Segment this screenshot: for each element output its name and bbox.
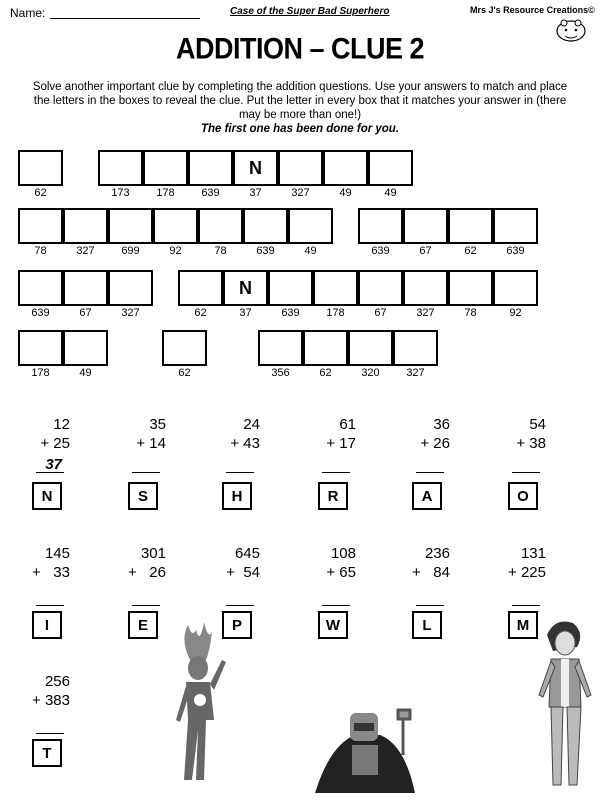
- addend-top: 645: [234, 545, 260, 562]
- addend-top: 301: [140, 545, 166, 562]
- clue-box[interactable]: [303, 330, 348, 366]
- addend-bottom: + 54: [226, 564, 260, 581]
- answer-line[interactable]: [36, 605, 64, 606]
- clue-box[interactable]: [448, 270, 493, 306]
- clue-box[interactable]: [18, 330, 63, 366]
- clue-number: 173: [111, 187, 130, 199]
- addend-top: 145: [44, 545, 70, 562]
- answer-line[interactable]: [226, 472, 254, 473]
- page-title: ADDITION – CLUE 2: [175, 32, 425, 66]
- clue-box[interactable]: [108, 208, 153, 244]
- instructions: [30, 80, 570, 136]
- clue-number: 49: [339, 187, 352, 199]
- clue-number: 178: [156, 187, 175, 199]
- clue-box[interactable]: [18, 150, 63, 186]
- addend-bottom: + 25: [40, 435, 70, 452]
- answer-letter-box: T: [32, 739, 62, 767]
- addend-top: 131: [520, 545, 546, 562]
- answer-line[interactable]: [512, 605, 540, 606]
- addend-bottom: + 43: [230, 435, 260, 452]
- addend-bottom: + 225: [508, 564, 546, 581]
- knight-villain-illustration: [310, 705, 420, 795]
- clue-number: 178: [31, 367, 50, 379]
- clue-box[interactable]: [18, 270, 63, 306]
- answer-line[interactable]: [416, 605, 444, 606]
- answer-letter-box: O: [508, 482, 538, 510]
- clue-box[interactable]: [243, 208, 288, 244]
- clue-box[interactable]: [268, 270, 313, 306]
- clue-number: 356: [271, 367, 290, 379]
- answer-line[interactable]: [226, 605, 254, 606]
- clue-number: 327: [291, 187, 310, 199]
- addend-bottom: + 17: [326, 435, 356, 452]
- instructions-text: Solve another important clue by completing the addition questions. Use your answers to match and place the letters in the boxes to reveal the clue. Put the letter in every box that it matches your answer in (there may be more than one!): [32, 81, 568, 121]
- answer-line[interactable]: [132, 472, 160, 473]
- clue-box[interactable]: [63, 208, 108, 244]
- clue-number: 327: [76, 245, 95, 257]
- clue-box[interactable]: [188, 150, 233, 186]
- instructions-emphasis: The first one has been done for you.: [200, 123, 400, 135]
- answer-letter-box: L: [412, 611, 442, 639]
- clue-box[interactable]: [448, 208, 493, 244]
- addend-top: 12: [53, 416, 70, 433]
- addition-problem: [286, 545, 356, 583]
- clue-box[interactable]: [162, 330, 207, 366]
- answer-line[interactable]: [322, 472, 350, 473]
- addition-problem: [380, 545, 450, 583]
- clue-number: 639: [371, 245, 390, 257]
- addend-top: 35: [149, 416, 166, 433]
- addend-top: 36: [433, 416, 450, 433]
- clue-number: 699: [121, 245, 140, 257]
- clue-number: 67: [79, 307, 92, 319]
- clue-number: 62: [464, 245, 477, 257]
- clue-number: 67: [374, 307, 387, 319]
- clue-box[interactable]: [403, 208, 448, 244]
- clue-box[interactable]: [348, 330, 393, 366]
- addend-top: 236: [424, 545, 450, 562]
- clue-box[interactable]: [313, 270, 358, 306]
- answer-line[interactable]: [322, 605, 350, 606]
- answer-line[interactable]: [132, 605, 160, 606]
- addend-top: 54: [529, 416, 546, 433]
- addend-bottom: + 38: [516, 435, 546, 452]
- clue-number: 639: [31, 307, 50, 319]
- answer-letter-box: H: [222, 482, 252, 510]
- clue-number: 78: [34, 245, 47, 257]
- clue-box[interactable]: [258, 330, 303, 366]
- clue-box[interactable]: [143, 150, 188, 186]
- name-input-line[interactable]: [50, 18, 200, 19]
- addition-problem: [96, 416, 166, 454]
- clue-number: 78: [464, 307, 477, 319]
- clue-number: 327: [121, 307, 140, 319]
- addend-bottom: + 26: [420, 435, 450, 452]
- clue-box[interactable]: [63, 330, 108, 366]
- clue-number: 639: [281, 307, 300, 319]
- clue-number: 639: [256, 245, 275, 257]
- clue-number: 639: [201, 187, 220, 199]
- clue-box[interactable]: [98, 150, 143, 186]
- clue-number: 178: [326, 307, 345, 319]
- clue-number: 327: [416, 307, 435, 319]
- clue-box[interactable]: [393, 330, 438, 366]
- answer-value: 37: [45, 456, 62, 473]
- clue-number: 49: [384, 187, 397, 199]
- addition-problem: [476, 545, 546, 583]
- clue-number: 639: [506, 245, 525, 257]
- clue-box[interactable]: [358, 270, 403, 306]
- addend-top: 256: [44, 673, 70, 690]
- clue-box[interactable]: [493, 208, 538, 244]
- clue-number: 62: [34, 187, 47, 199]
- answer-line[interactable]: [36, 733, 64, 734]
- addition-problem: [190, 416, 260, 454]
- clue-box[interactable]: N: [223, 270, 268, 306]
- clue-box[interactable]: [108, 270, 153, 306]
- clue-number: 67: [419, 245, 432, 257]
- addition-problem: [476, 416, 546, 454]
- answer-letter-box: P: [222, 611, 252, 639]
- clue-box[interactable]: [198, 208, 243, 244]
- answer-letter-box: E: [128, 611, 158, 639]
- addition-problem: [0, 545, 70, 583]
- addend-bottom: + 84: [412, 564, 450, 581]
- addend-top: 108: [330, 545, 356, 562]
- clue-number: 49: [79, 367, 92, 379]
- clue-box[interactable]: [288, 208, 333, 244]
- answer-line[interactable]: [416, 472, 444, 473]
- answer-letter-box: A: [412, 482, 442, 510]
- addend-bottom: + 383: [32, 692, 70, 709]
- clue-number: 62: [319, 367, 332, 379]
- subtitle: Case of the Super Bad Superhero: [230, 6, 390, 17]
- addition-problem: [286, 416, 356, 454]
- addition-problem: [380, 416, 450, 454]
- addition-problem: [0, 673, 70, 711]
- addend-top: 61: [339, 416, 356, 433]
- clue-box[interactable]: [18, 208, 63, 244]
- answer-letter-box: R: [318, 482, 348, 510]
- clue-box[interactable]: [153, 208, 198, 244]
- clue-box[interactable]: [358, 208, 403, 244]
- flame-hero-illustration: [160, 620, 240, 790]
- clue-number: 78: [214, 245, 227, 257]
- addend-top: 24: [243, 416, 260, 433]
- clue-number: 320: [361, 367, 380, 379]
- clue-number: 92: [169, 245, 182, 257]
- clue-number: 37: [239, 307, 252, 319]
- addend-bottom: + 33: [32, 564, 70, 581]
- clue-box[interactable]: [403, 270, 448, 306]
- addend-bottom: + 26: [128, 564, 166, 581]
- credit: Mrs J's Resource Creations©: [470, 5, 595, 15]
- clue-box[interactable]: [63, 270, 108, 306]
- answer-letter-box: I: [32, 611, 62, 639]
- clue-number: 49: [304, 245, 317, 257]
- clue-number: 62: [194, 307, 207, 319]
- clue-number: 92: [509, 307, 522, 319]
- clue-box[interactable]: N: [233, 150, 278, 186]
- clue-box[interactable]: [493, 270, 538, 306]
- clue-number: 37: [249, 187, 262, 199]
- addition-problem: [0, 416, 70, 473]
- clue-box[interactable]: [278, 150, 323, 186]
- answer-letter-box: S: [128, 482, 158, 510]
- heroine-illustration: [525, 615, 600, 795]
- answer-letter-box: N: [32, 482, 62, 510]
- addition-problem: [190, 545, 260, 583]
- name-label: Name:: [10, 6, 46, 20]
- addend-bottom: + 14: [136, 435, 166, 452]
- clue-box[interactable]: [368, 150, 413, 186]
- clue-number: 62: [178, 367, 191, 379]
- answer-letter-box: W: [318, 611, 348, 639]
- clue-number: 327: [406, 367, 425, 379]
- clue-box[interactable]: [178, 270, 223, 306]
- answer-letter-box: M: [508, 611, 538, 639]
- answer-line[interactable]: [512, 472, 540, 473]
- clue-box[interactable]: [323, 150, 368, 186]
- addition-problem: [96, 545, 166, 583]
- addend-bottom: + 65: [326, 564, 356, 581]
